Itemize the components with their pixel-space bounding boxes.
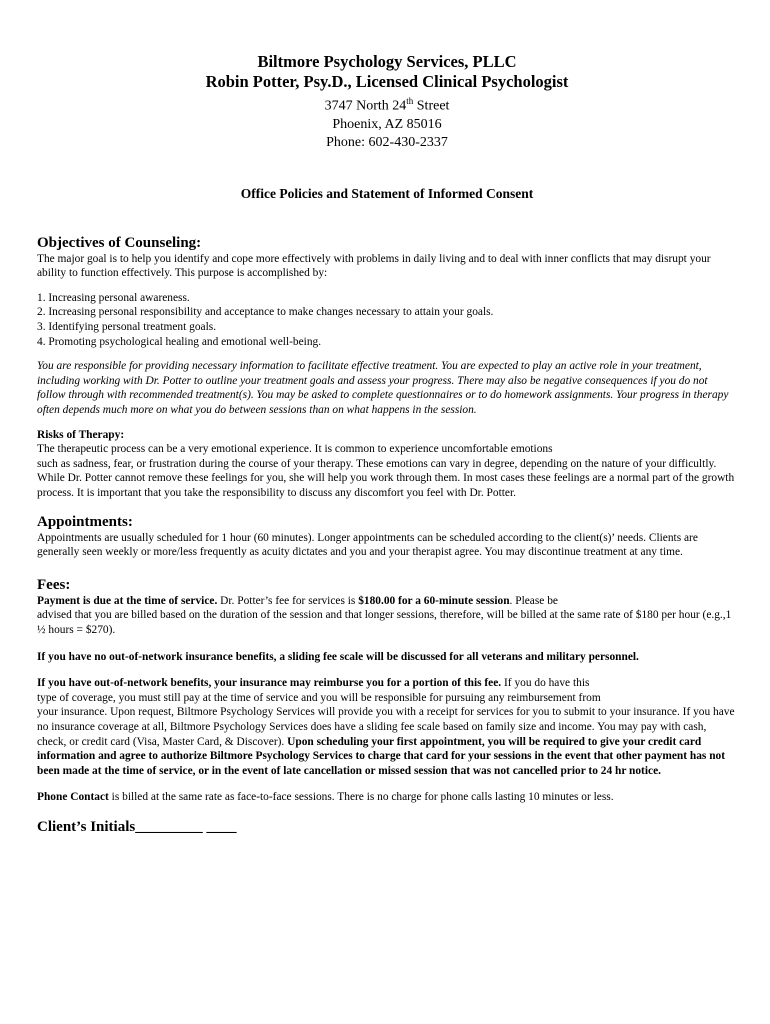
org-name: Biltmore Psychology Services, PLLC [257,52,517,71]
client-responsibility: You are responsible for providing necessary information to facilitate effective treatment. You are expected to play an active role in your treatment, including working with Dr. Potter to outline your treatment goals and assess your progress. There may also be negative consequences if you do not follow through with recommended treatment(s). You may be asked to complete questionnaires or to do homework assignments. Your progress in therapy often depends much more on what you do between sessions than on what happens in the session. [37,360,729,416]
objectives-list [37,291,737,349]
clinician-name: Robin Potter, Psy.D., Licensed Clinical Psychologist [205,72,569,91]
document-page [37,52,737,836]
client-initials-field[interactable]: Client’s Initials_________ ____ [37,818,237,835]
oon-benefits-line2: type of coverage, you must still pay at the time of service and you will be responsible for pursuing any reimbursement from [37,691,601,704]
oon-benefits-line: If you have out-of-network benefits, your insurance may reimburse you for a portion of this fee. If you do have this [37,677,590,690]
letterhead [37,52,737,152]
oon-benefits-body: your insurance. Upon request, Biltmore Psychology Services will provide you with a receipt for services for you to submit to your insurance. If you have no insurance coverage at all, Biltmore Psychology Services does have a sliding fee scale based on family size and income. You may pay with cash, check, or credit card (Visa, Master Card, & Discover). Upon scheduling your first appointment, you will be required to give your credit card information and agree to authorize Biltmore Psychology Services to charge that card for your sessions in the event that other payment has not been made at the time of service, or in the event of late cancellation or missed session that was not cancelled prior to 24 hr notice. [37,706,735,777]
list-item: 1. Increasing personal awareness. [37,291,190,304]
fees-heading: Fees: [37,576,71,593]
phone-number: Phone: 602-430-2337 [326,134,448,150]
phone-contact-policy: Phone Contact is billed at the same rate as face-to-face sessions. There is no charge for phone calls lasting 10 minutes or less. [37,791,614,804]
risks-body: such as sadness, fear, or frustration during the course of your therapy. These emotions can vary in degree, depending on the nature of your difficultly. While Dr. Potter cannot remove these feelings for you, she will help you work through them. In most cases these feelings are a normal part of the growth process. It is important that you take the responsibility to discuss any discomfort you feel with Dr. Potter. [37,457,735,499]
list-item: 2. Increasing personal responsibility and acceptance to make changes necessary to attain your goals. [37,306,494,319]
address-street: 3747 North 24th Street [324,96,450,114]
fees-payment-cont: advised that you are billed based on the duration of the session and that longer sessions, therefore, will be billed at the same rate of $180 per hour (e.g.,1 ½ hours = $270). [37,609,732,636]
appointments-heading: Appointments: [37,513,133,530]
address-city: Phoenix, AZ 85016 [332,116,442,132]
objectives-heading: Objectives of Counseling: [37,234,202,251]
fees-payment-line: Payment is due at the time of service. Dr. Potter’s fee for services is $180.00 for a 60-minute session. Please be [37,594,558,607]
objectives-intro: The major goal is to help you identify and cope more effectively with problems in daily living and to deal with inner conflicts that may disrupt your ability to function effectively. This purpose is accomplished by: [37,252,711,280]
document-title: Office Policies and Statement of Informed Consent [240,185,534,201]
risks-heading: Risks of Therapy: [37,428,125,441]
sliding-fee-notice: If you have no out-of-network insurance benefits, a sliding fee scale will be discussed for all veterans and military personnel. [37,650,639,663]
risks-line1: The therapeutic process can be a very emotional experience. It is common to experience uncomfortable emotions [37,443,553,456]
list-item: 3. Identifying personal treatment goals. [37,321,217,334]
appointments-body: Appointments are usually scheduled for 1 hour (60 minutes). Longer appointments can be scheduled according to the client(s)’ needs. Clients are generally seen weekly or more/less frequently as acuity dictates and you and your therapist agree. You may discontinue treatment at any time. [37,531,698,559]
list-item: 4. Promoting psychological healing and emotional well-being. [37,335,322,348]
